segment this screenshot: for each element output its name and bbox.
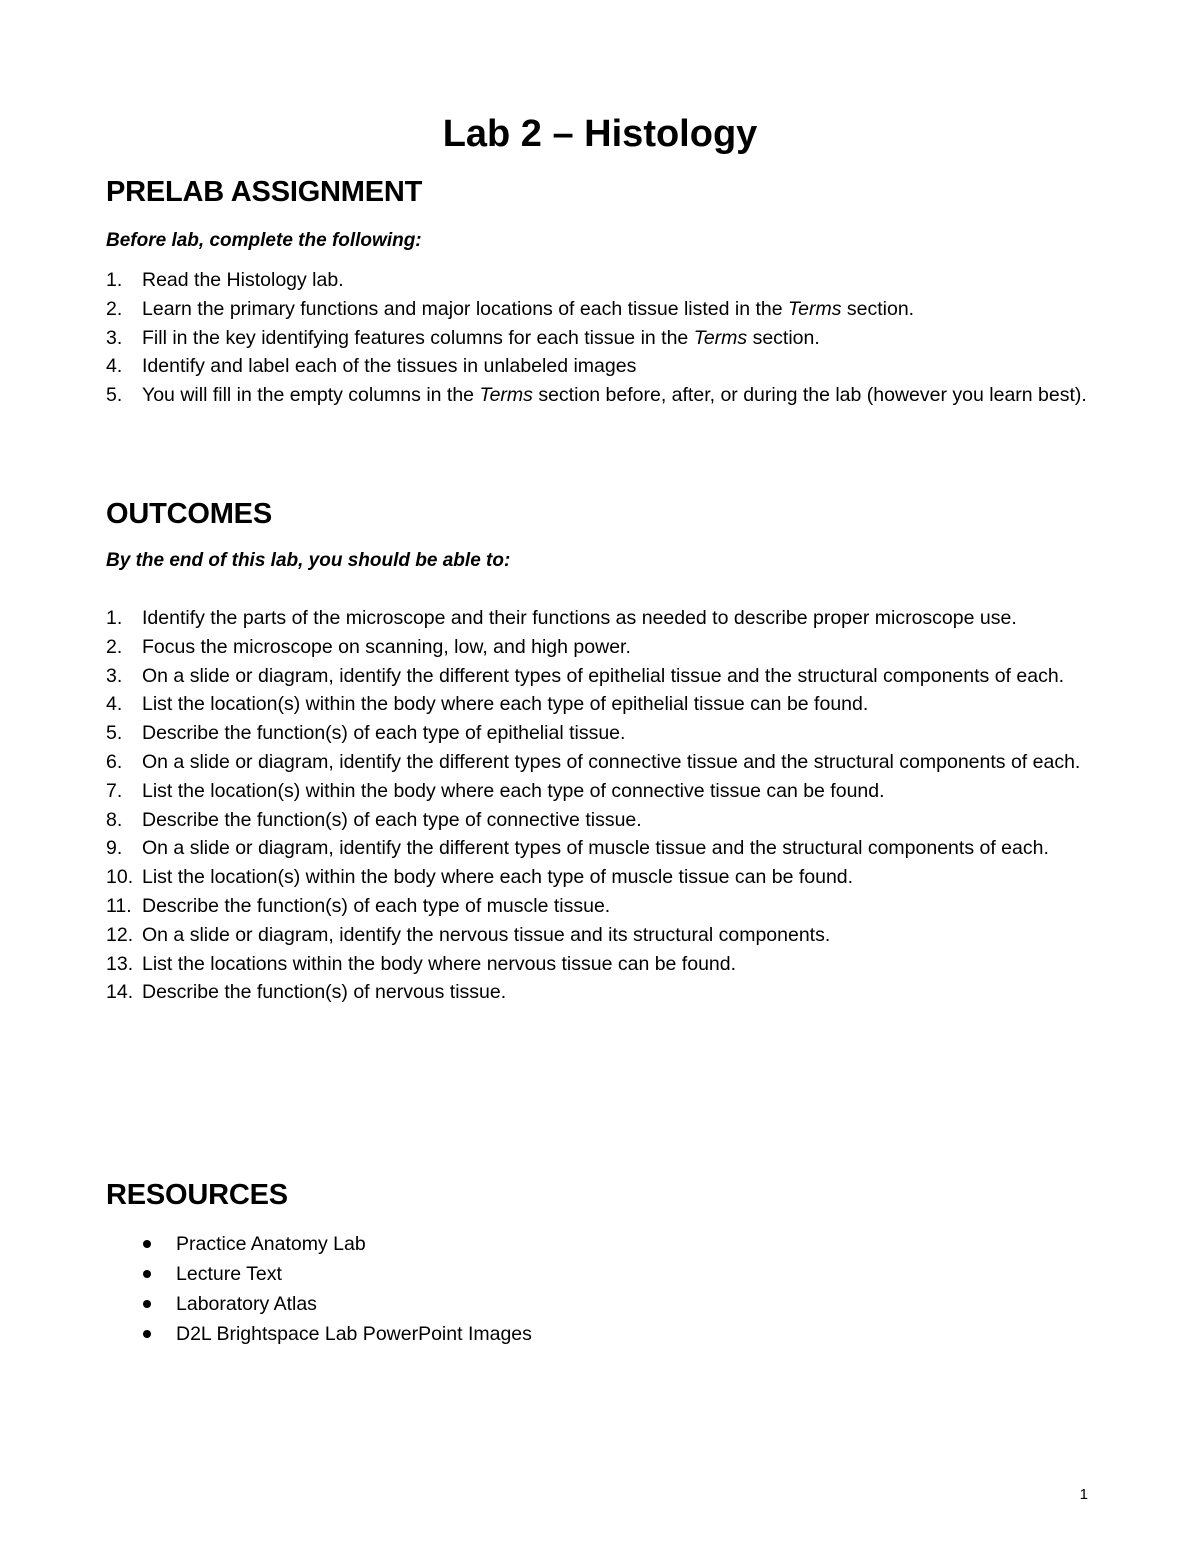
list-number: 10.	[106, 866, 134, 889]
item-text: List the location(s) within the body where each type of muscle tissue can be found.	[142, 866, 854, 889]
outcome-item	[106, 748, 1096, 777]
outcome-item	[106, 834, 1096, 863]
outcomes-intro: By the end of this lab, you should be able to:	[106, 550, 511, 571]
item-text: Describe the function(s) of nervous tissue.	[142, 981, 507, 1004]
outcome-item	[106, 690, 1096, 719]
page-number: 1	[1079, 1486, 1088, 1503]
outcomes-heading: OUTCOMES	[106, 498, 272, 530]
list-number: 11.	[106, 894, 132, 917]
list-number: 14.	[106, 981, 134, 1004]
prelab-item	[106, 295, 1096, 324]
resource-item	[140, 1259, 532, 1289]
item-text: Identify the parts of the microscope and their functions as needed to describe proper microscope use.	[142, 607, 1017, 629]
outcome-item	[106, 719, 1096, 748]
list-number: 12.	[106, 923, 134, 946]
outcome-item	[106, 950, 1096, 979]
item-text: Read the Histology lab.	[142, 269, 344, 291]
item-text: On a slide or diagram, identify the different types of epithelial tissue and the structural components of each.	[142, 664, 1065, 687]
item-text: section.	[747, 326, 820, 349]
italic-term: Terms	[788, 297, 842, 320]
list-number: 5.	[106, 384, 123, 407]
bullet-icon	[143, 1270, 151, 1278]
item-text: Learn the primary functions and major locations of each tissue listed in the	[142, 297, 789, 320]
item-text: section before, after, or during the lab (however you learn best).	[532, 384, 1087, 407]
resource-text: D2L Brightspace Lab PowerPoint Images	[176, 1323, 532, 1345]
list-number: 5.	[106, 722, 123, 745]
outcome-item	[106, 921, 1096, 950]
outcome-item	[106, 978, 1096, 1007]
item-text: Describe the function(s) of each type of connective tissue.	[142, 808, 642, 831]
item-text: Fill in the key identifying features columns for each tissue in the	[142, 326, 694, 349]
resources-list	[140, 1229, 532, 1349]
list-number: 3.	[106, 326, 123, 349]
prelab-item	[106, 324, 1096, 353]
prelab-intro: Before lab, complete the following:	[106, 230, 422, 251]
prelab-item	[106, 352, 1096, 381]
bullet-icon	[143, 1330, 151, 1338]
item-text: On a slide or diagram, identify the different types of muscle tissue and the structural components of each.	[142, 837, 1049, 860]
outcome-item	[106, 863, 1096, 892]
resource-text: Laboratory Atlas	[176, 1293, 317, 1315]
resource-item	[140, 1319, 532, 1349]
list-number: 2.	[106, 635, 123, 658]
list-number: 1.	[106, 269, 123, 291]
list-number: 7.	[106, 779, 123, 802]
item-text: List the location(s) within the body where each type of connective tissue can be found.	[142, 779, 885, 802]
list-number: 3.	[106, 664, 123, 687]
bullet-icon	[143, 1240, 151, 1248]
document-title: Lab 2 – Histology	[442, 113, 758, 155]
list-number: 1.	[106, 607, 123, 629]
item-text: You will fill in the empty columns in the	[142, 384, 480, 407]
outcome-item	[106, 662, 1096, 691]
resource-text: Lecture Text	[176, 1263, 282, 1285]
item-text: On a slide or diagram, identify the nervous tissue and its structural components.	[142, 923, 831, 946]
resource-text: Practice Anatomy Lab	[176, 1233, 366, 1255]
italic-term: Terms	[479, 384, 533, 407]
outcome-item	[106, 604, 1096, 633]
outcome-item	[106, 806, 1096, 835]
prelab-item	[106, 266, 1096, 295]
item-text: Focus the microscope on scanning, low, and high power.	[142, 635, 631, 658]
list-number: 9.	[106, 837, 123, 860]
list-number: 4.	[106, 355, 123, 378]
outcome-item	[106, 633, 1096, 662]
resources-heading: RESOURCES	[106, 1179, 288, 1211]
outcomes-list	[106, 604, 1096, 1007]
prelab-list	[106, 266, 1096, 410]
resource-item	[140, 1229, 532, 1259]
resource-item	[140, 1289, 532, 1319]
italic-term: Terms	[693, 326, 748, 349]
outcome-item	[106, 777, 1096, 806]
bullet-icon	[143, 1300, 151, 1308]
item-text: section.	[841, 297, 915, 320]
item-text: List the location(s) within the body where each type of epithelial tissue can be found.	[142, 693, 869, 716]
prelab-heading: PRELAB ASSIGNMENT	[106, 176, 423, 208]
item-text: Describe the function(s) of each type of muscle tissue.	[142, 894, 611, 917]
list-number: 6.	[106, 750, 123, 773]
outcome-item	[106, 892, 1096, 921]
item-text: Describe the function(s) of each type of epithelial tissue.	[142, 722, 626, 745]
list-number: 13.	[106, 952, 134, 975]
prelab-item	[106, 381, 1096, 410]
item-text: Identify and label each of the tissues in unlabeled images	[142, 355, 637, 378]
list-number: 4.	[106, 693, 123, 716]
list-number: 2.	[106, 297, 123, 320]
item-text: On a slide or diagram, identify the different types of connective tissue and the structural components of each.	[142, 750, 1081, 773]
list-number: 8.	[106, 808, 123, 831]
item-text: List the locations within the body where nervous tissue can be found.	[142, 952, 737, 975]
